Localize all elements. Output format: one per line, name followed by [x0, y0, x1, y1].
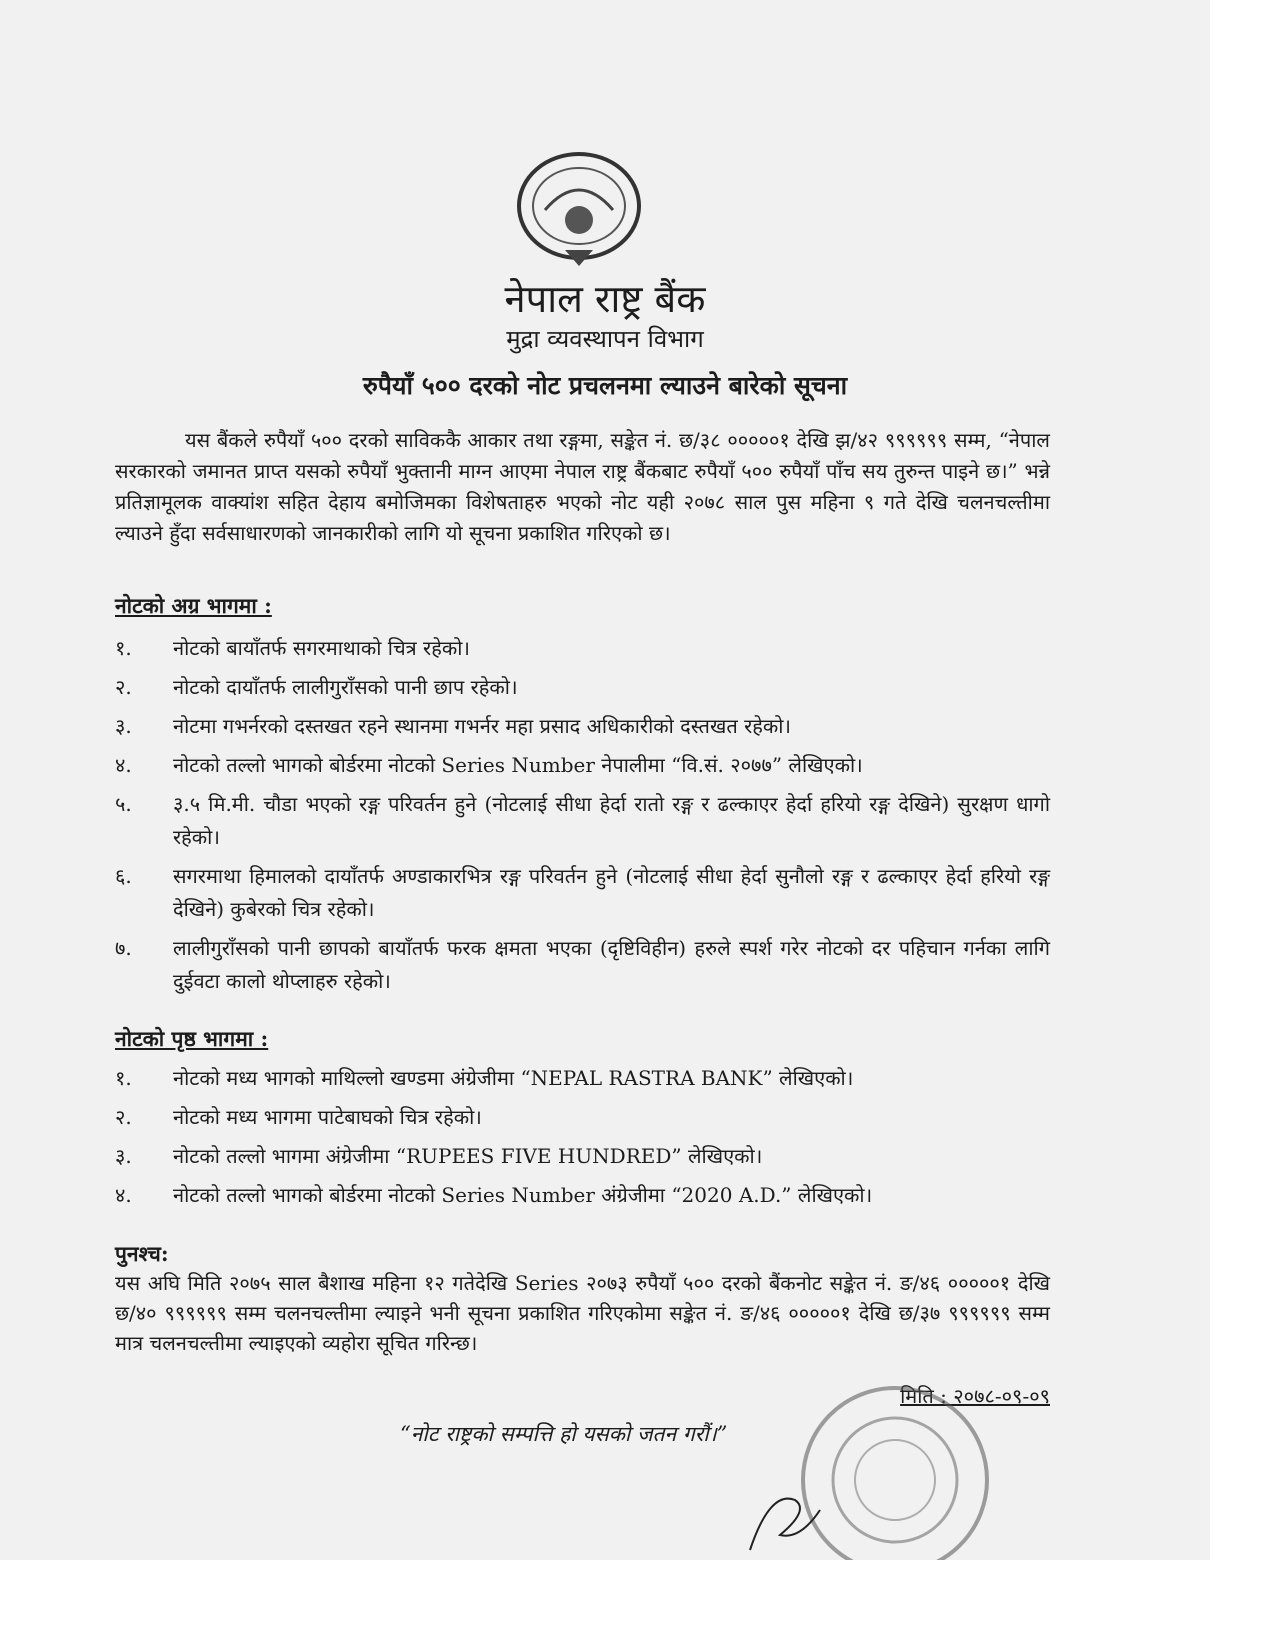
list-item	[115, 1179, 1050, 1212]
list-item	[115, 1062, 1050, 1095]
item-text: नोटको दायाँतर्फ लालीगुराँसको पानी छाप रहेको।	[173, 675, 518, 699]
item-number: ६.	[115, 864, 132, 888]
item-number: ५.	[115, 792, 132, 816]
back-side-list	[115, 1062, 1050, 1218]
item-number: ४.	[115, 1183, 132, 1207]
item-number: ३.	[115, 714, 132, 738]
list-item	[115, 632, 1050, 665]
back-side-heading: नोटको पृष्ठ भागमा :	[115, 1026, 269, 1051]
list-item	[115, 1140, 1050, 1173]
item-text: नोटको तल्लो भागमा अंग्रेजीमा “RUPEES FIVE HUNDRED” लेखिएको।	[173, 1144, 763, 1168]
notice-date: मिति : २०७८-०९-०९	[900, 1384, 1050, 1408]
front-side-list	[115, 632, 1050, 1004]
front-side-heading: नोटको अग्र भागमा :	[115, 593, 272, 618]
signature	[740, 1480, 830, 1560]
item-number: ४.	[115, 753, 132, 777]
list-item	[115, 1101, 1050, 1134]
slogan: “नोट राष्ट्रको सम्पत्ति हो यसको जतन गरौं।”	[400, 1422, 728, 1446]
bank-name: नेपाल राष्ट्र बैंक	[504, 277, 706, 321]
item-number: ७.	[115, 936, 132, 960]
item-text: नोटको तल्लो भागको बोर्डरमा नोटको Series Number नेपालीमा “वि.सं. २०७७” लेखिएको।	[173, 753, 863, 777]
list-item	[115, 860, 1050, 926]
list-item	[115, 710, 1050, 743]
postscript-heading: पुनश्च:	[115, 1241, 169, 1266]
nrb-logo-seal	[515, 150, 643, 268]
item-text: नोटमा गभर्नरको दस्तखत रहने स्थानमा गभर्नर महा प्रसाद अधिकारीको दस्तखत रहेको।	[173, 714, 791, 738]
item-text: नोटको तल्लो भागको बोर्डरमा नोटको Series Number अंग्रेजीमा “2020 A.D.” लेखिएको।	[173, 1183, 873, 1207]
item-text: नोटको मध्य भागको माथिल्लो खण्डमा अंग्रेजीमा “NEPAL RASTRA BANK” लेखिएको।	[173, 1066, 854, 1090]
item-text: नोटको मध्य भागमा पाटेबाघको चित्र रहेको।	[173, 1105, 482, 1129]
item-number: २.	[115, 1105, 132, 1129]
item-text: ३.५ मि.मी. चौडा भएको रङ्ग परिवर्तन हुने (नोटलाई सीधा हेर्दा रातो रङ्ग र ढल्काएर हेर्दा हरियो रङ्ग देखिने) सुरक्षण धागो रहेको।	[173, 792, 1050, 849]
item-number: १.	[115, 1066, 132, 1090]
item-number: २.	[115, 675, 132, 699]
list-item	[115, 749, 1050, 782]
item-text: सगरमाथा हिमालको दायाँतर्फ अण्डाकारभित्र रङ्ग परिवर्तन हुने (नोटलाई सीधा हेर्दा सुनौलो रङ्ग र ढल्काएर हेर्दा हरियो रङ्ग देखिने) कुबेरको चित्र रहेको।	[173, 864, 1050, 921]
item-text: लालीगुराँसको पानी छापको बायाँतर्फ फरक क्षमता भएका (दृष्टिविहीन) हरुले स्पर्श गरेर नोटको दर पहिचान गर्नका लागि दुईवटा कालो थोप्लाहरु रहेको।	[173, 936, 1050, 993]
department-name: मुद्रा व्यवस्थापन विभाग	[506, 325, 704, 353]
list-item	[115, 671, 1050, 704]
item-number: १.	[115, 636, 132, 660]
list-item	[115, 788, 1050, 854]
list-item	[115, 932, 1050, 998]
item-number: ३.	[115, 1144, 132, 1168]
intro-paragraph: यस बैंकले रुपैयाँ ५०० दरको साविककै आकार तथा रङ्गमा, सङ्केत नं. छ/३८ ०००००१ देखि झ/४२ ९९९९९९ सम्म, “नेपाल सरकारको जमानत प्राप्त यसको रुपैयाँ भुक्तानी माग्न आएमा नेपाल राष्ट्र बैंकबाट रुपैयाँ ५०० रुपैयाँ पाँच सय तुरुन्त पाइने छ।” भन्ने प्रतिज्ञामूलक वाक्यांश सहित देहाय बमोजिमका विशेषताहरु भएको नोट यही २०७८ साल पुस महिना ९ गते देखि चलनचल्तीमा ल्याउने हुँदा सर्वसाधारणको जानकारीको लागि यो सूचना प्रकाशित गरिएको छ।	[115, 428, 1050, 545]
item-text: नोटको बायाँतर्फ सगरमाथाको चित्र रहेको।	[173, 636, 470, 660]
notice-title: रुपैयाँ ५०० दरको नोट प्रचलनमा ल्याउने बारेको सूचना	[362, 371, 848, 400]
postscript-paragraph: यस अघि मिति २०७५ साल बैशाख महिना १२ गतेदेखि Series २०७३ रुपैयाँ ५०० दरको बैंकनोट सङ्केत नं. ङ/४६ ०००००१ देखि छ/४० ९९९९९९ सम्म चलनचल्तीमा ल्याइने भनी सूचना प्रकाशित गरिएकोमा सङ्केत नं. ङ/४६ ०००००१ देखि छ/३७ ९९९९९९ सम्म मात्र चलनचल्तीमा ल्याइएको व्यहोरा सूचित गरिन्छ।	[115, 1271, 1050, 1355]
